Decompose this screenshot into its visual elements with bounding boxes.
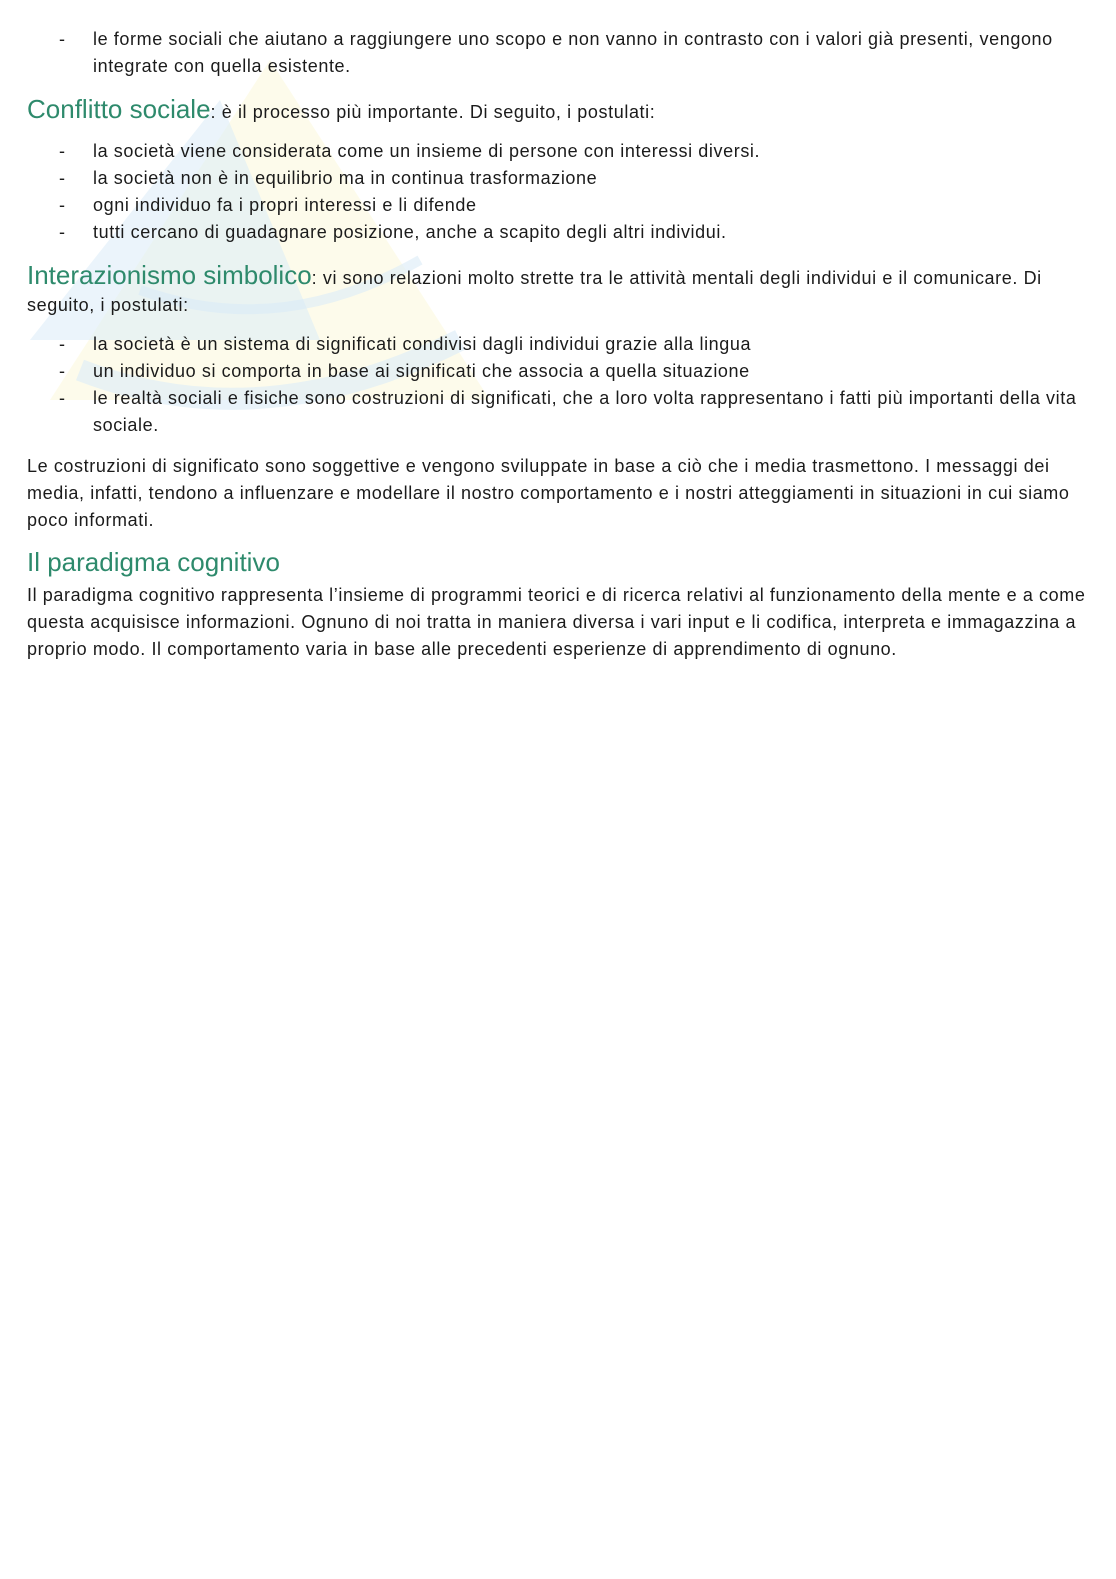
conflitto-section-intro (27, 96, 1087, 126)
list-item: - ogni individuo fa i propri interessi e li difende (27, 192, 1087, 219)
interazionismo-intro-text: : vi sono relazioni molto strette tra le attività mentali degli individui e il comunicare. Di seguito, i postulati: (27, 268, 1042, 315)
list-item: - la società viene considerata come un insieme di persone con interessi diversi. (27, 138, 1087, 165)
list-item: - la società non è in equilibrio ma in continua trasformazione (27, 165, 1087, 192)
conflitto-heading: Conflitto sociale (27, 94, 211, 124)
document-content (27, 26, 1087, 663)
interazionismo-section-intro (27, 262, 1087, 319)
list-item: - le forme sociali che aiutano a raggiungere uno scopo e non vanno in contrasto con i valori già presenti, vengono integrate con quella esistente. (27, 26, 1087, 80)
list-item: - tutti cercano di guadagnare posizione, anche a scapito degli altri individui. (27, 219, 1087, 246)
list-item: - le realtà sociali e fisiche sono costruzioni di significati, che a loro volta rappresentano i fatti più importanti della vita sociale. (27, 385, 1087, 439)
cognitivo-heading: Il paradigma cognitivo (27, 547, 280, 577)
intro-list (27, 26, 1087, 80)
interazionismo-heading: Interazionismo simbolico (27, 260, 312, 290)
conflitto-list (27, 138, 1087, 246)
cognitivo-paragraph: Il paradigma cognitivo rappresenta l’insieme di programmi teorici e di ricerca relativi al funzionamento della mente e a come questa acquisisce informazioni. Ognuno di noi tratta in maniera diversa i vari input e li codifica, interpreta e immagazzina a proprio modo. Il comportamento varia in base alle precedenti esperienze di apprendimento di ognuno. (27, 585, 1086, 659)
list-item: - un individuo si comporta in base ai significati che associa a quella situazione (27, 358, 1087, 385)
conflitto-intro-text: : è il processo più importante. Di seguito, i postulati: (210, 102, 656, 122)
list-item: - la società è un sistema di significati condivisi dagli individui grazie alla lingua (27, 331, 1087, 358)
interazionismo-paragraph: Le costruzioni di significato sono soggettive e vengono sviluppate in base a ciò che i media trasmettono. I messaggi dei media, infatti, tendono a influenzare e modellare il nostro comportamento e i nostri atteggiamenti in situazioni in cui siamo poco informati. (27, 456, 1070, 530)
interazionismo-list (27, 331, 1087, 439)
